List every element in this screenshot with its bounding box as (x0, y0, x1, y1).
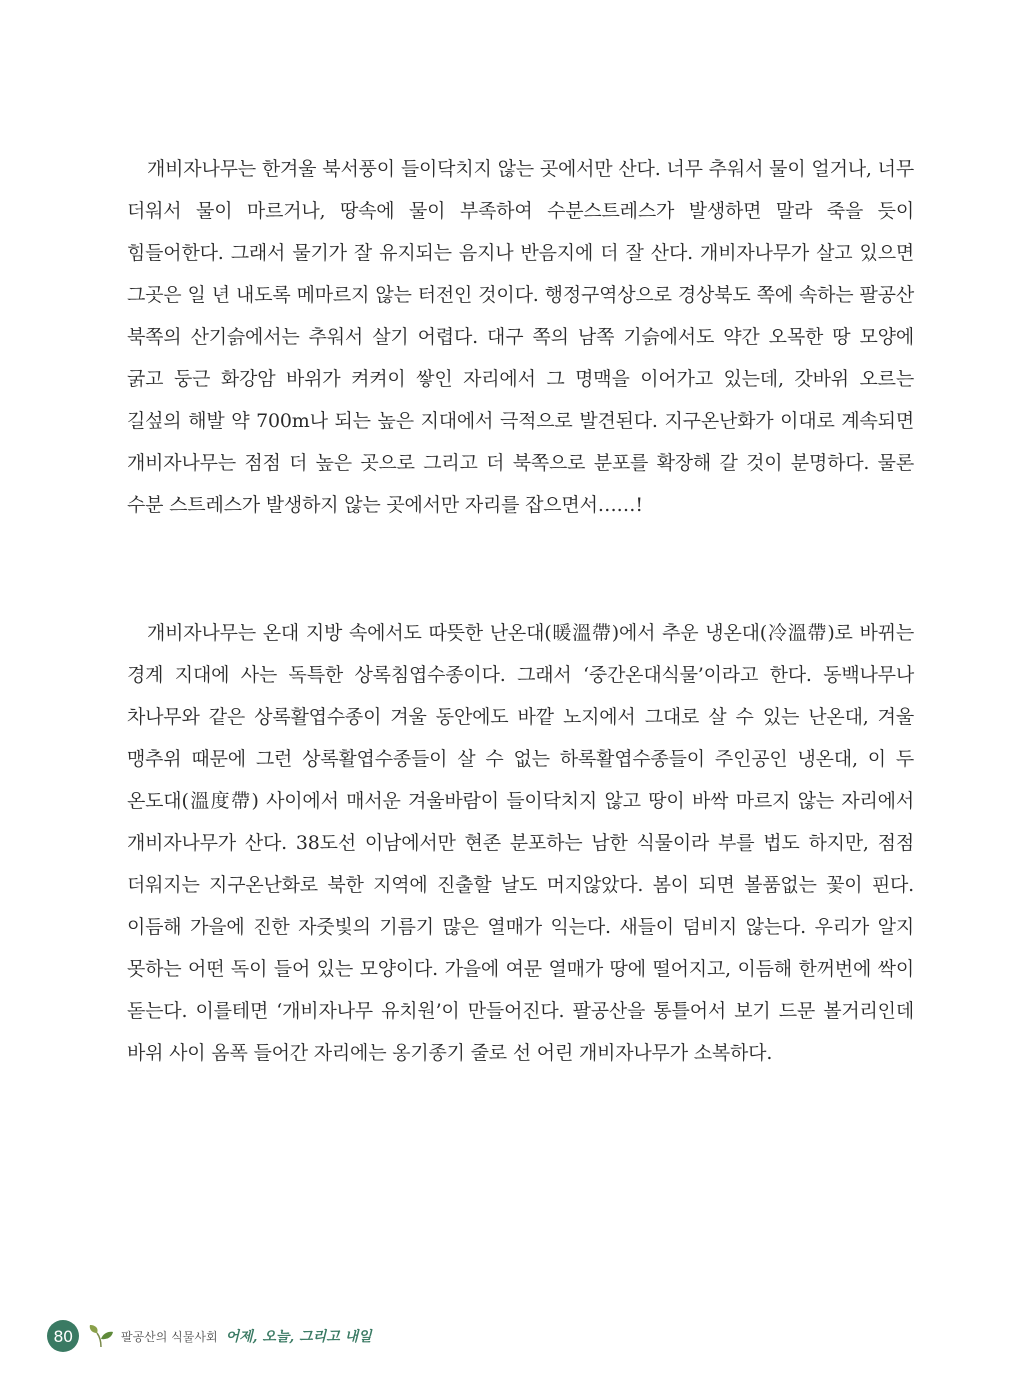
paragraph-1: 개비자나무는 한겨울 북서풍이 들이닥치지 않는 곳에서만 산다. 너무 추워서 물이 얼거나, 너무 더워서 물이 마르거나, 땅속에 물이 부족하여 수분스트레스가 발생하면 말라 죽을 듯이 힘들어한다. 그래서 물기가 잘 유지되는 음지나 반음지에 더 잘 산다. 개비자나무가 살고 있으면 그곳은 일 년 내도록 메마르지 않는 터전인 것이다. 행정구역상으로 경상북도 쪽에 속하는 팔공산 북쪽의 산기슭에서는 추워서 살기 어렵다. 대구 쪽의 남쪽 기슭에서도 약간 오목한 땅 모양에 굵고 둥근 화강암 바위가 켜켜이 쌓인 자리에서 그 명맥을 이어가고 있는데, 갓바위 오르는 길섶의 해발 약 700m나 되는 높은 지대에서 극적으로 발견된다. 지구온난화가 이대로 계속되면 개비자나무는 점점 더 높은 곳으로 그리고 더 북쪽으로 분포를 확장해 갈 것이 분명하다. 물론 수분 스트레스가 발생하지 않는 곳에서만 자리를 잡으면서……! (127, 158, 914, 516)
book-subtitle: 어제, 오늘, 그리고 내일 (225, 1329, 372, 1345)
page-footer (47, 1319, 372, 1353)
paragraph-2: 개비자나무는 온대 지방 속에서도 따뜻한 난온대(暖溫帶)에서 추운 냉온대(冷溫帶)로 바뀌는 경계 지대에 사는 독특한 상록침엽수종이다. 그래서 ‘중간온대식물’이라고 한다. 동백나무나 차나무와 같은 상록활엽수종이 겨울 동안에도 바깥 노지에서 그대로 살 수 있는 난온대, 겨울 맹추위 때문에 그런 상록활엽수종들이 살 수 없는 하록활엽수종들이 주인공인 냉온대, 이 두 온도대(溫度帶) 사이에서 매서운 겨울바람이 들이닥치지 않고 땅이 바싹 마르지 않는 자리에서 개비자나무가 산다. 38도선 이남에서만 현존 분포하는 남한 식물이라 부를 법도 하지만, 점점 더워지는 지구온난화로 북한 지역에 진출할 날도 머지않았다. 봄이 되면 볼품없는 꽃이 핀다. 이듬해 가을에 진한 자줏빛의 기름기 많은 열매가 익는다. 새들이 덤비지 않는다. 우리가 알지 못하는 어떤 독이 들어 있는 모양이다. 가을에 여문 열매가 땅에 떨어지고, 이듬해 한꺼번에 싹이 돋는다. 이를테면 ‘개비자나무 유치원’이 만들어진다. 팔공산을 통틀어서 보기 드문 볼거리인데 바위 사이 옴폭 들어간 자리에는 옹기종기 줄로 선 어린 개비자나무가 소복하다. (127, 622, 914, 1064)
leaf-sprout-icon (87, 1323, 115, 1349)
page-number: 80 (47, 1320, 79, 1352)
book-title: 팔공산의 식물사회 (121, 1329, 218, 1344)
